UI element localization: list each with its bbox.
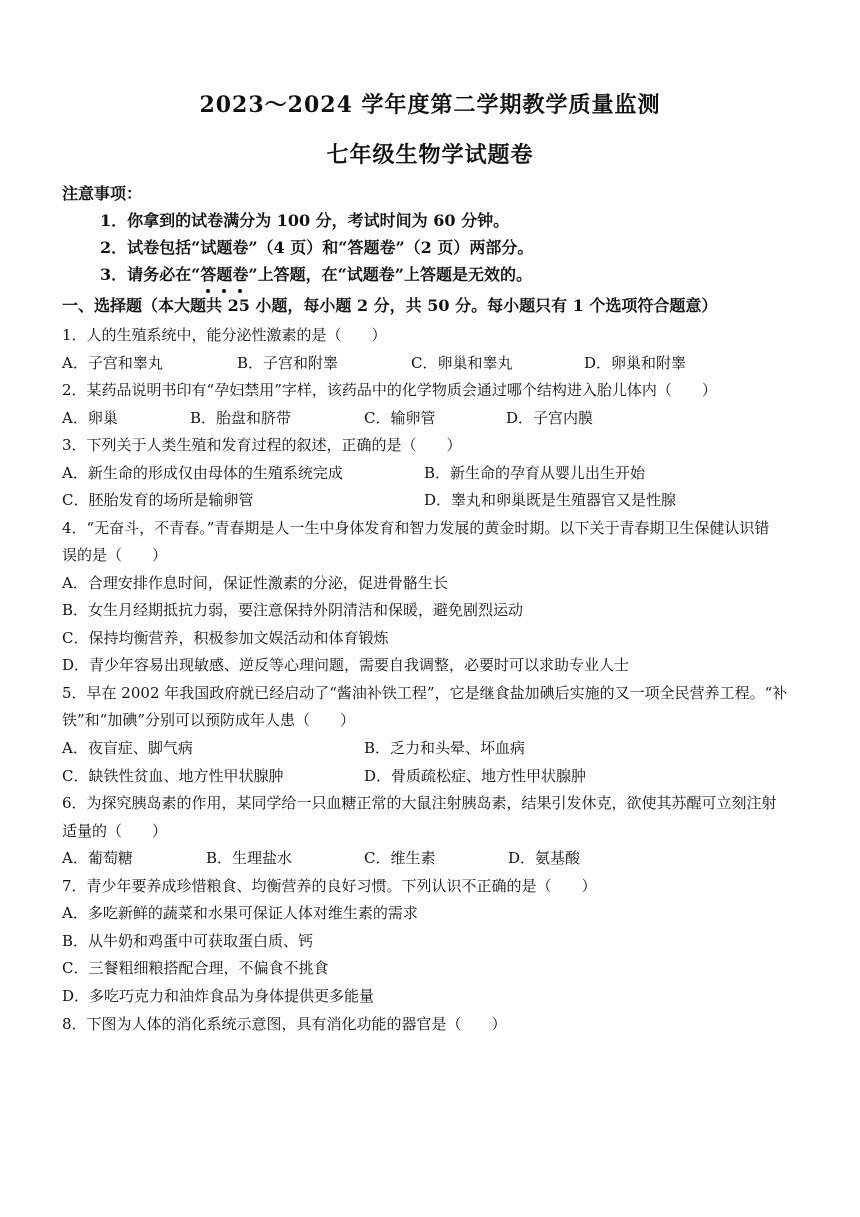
notice-label: 注意事项： [62, 184, 143, 203]
question-4-option-d: D．青少年容易出现敏感、逆反等心理问题，需要自我调整，必要时可以求助专业人士 [62, 656, 630, 674]
page-subtitle: 七年级生物学试题卷 [326, 142, 534, 168]
notice-item-1: 1．你拿到的试卷满分为 100 分，考试时间为 60 分钟。 [100, 211, 510, 230]
question-1-option-b: B．子宫和附睾 [237, 354, 339, 372]
notice-item-3-suffix: ”上答题，在“试题卷”上答题是无效的。 [248, 265, 532, 284]
question-2-option-a: A．卵巢 [62, 409, 118, 427]
notice-item-3-emphasis: 答题卷 [200, 265, 249, 284]
question-5-option-a: A．夜盲症、脚气病 [62, 739, 193, 757]
question-5-option-d: D．骨质疏松症、地方性甲状腺肿 [364, 767, 587, 785]
question-1-option-d: D．卵巢和附睾 [584, 354, 687, 372]
question-5-stem-cont: 铁”和“加碘”分别可以预防成年人患（ ） [62, 711, 356, 729]
question-4-option-c: C．保持均衡营养，积极参加文娱活动和体育锻炼 [62, 629, 389, 647]
question-4-stem-cont: 误的是（ ） [62, 546, 168, 564]
page-title: 2023～2024 学年度第二学期教学质量监测 [199, 92, 661, 118]
question-5-option-b: B．乏力和头晕、坏血病 [364, 739, 526, 757]
question-5-stem: 5．早在 2002 年我国政府就已经启动了“酱油补铁工程”，它是继食盐加碘后实施的又一项全民营养工程。“补 [62, 684, 788, 702]
notice-item-3 [100, 265, 532, 285]
question-3-option-d: D．睾丸和卵巢既是生殖器官又是性腺 [424, 491, 677, 509]
question-6-stem: 6．为探究胰岛素的作用，某同学给一只血糖正常的大鼠注射胰岛素，结果引发休克，欲使其苏醒可立刻注射 [62, 794, 777, 812]
question-7-option-b: B．从牛奶和鸡蛋中可获取蛋白质、钙 [62, 932, 314, 950]
question-4-option-b: B．女生月经期抵抗力弱，要注意保持外阴清洁和保暖，避免剧烈运动 [62, 601, 524, 619]
question-7-option-d: D．多吃巧克力和油炸食品为身体提供更多能量 [62, 987, 375, 1005]
emphasis-dot [206, 289, 210, 293]
question-2-option-b: B．胎盘和脐带 [190, 409, 292, 427]
notice-item-3-prefix: 3．请务必在“ [100, 265, 201, 284]
question-3-option-b: B．新生命的孕育从婴儿出生开始 [424, 464, 646, 482]
question-5-option-c: C．缺铁性贫血、地方性甲状腺肿 [62, 767, 284, 785]
question-7-option-a: A．多吃新鲜的蔬菜和水果可保证人体对维生素的需求 [62, 904, 418, 922]
question-3-stem: 3．下列关于人类生殖和发育过程的叙述，正确的是（ ） [62, 436, 462, 454]
question-4-option-a: A．合理安排作息时间，保证性激素的分泌，促进骨骼生长 [62, 574, 448, 592]
question-6-option-b: B．生理盐水 [206, 849, 293, 867]
question-2-stem: 2．某药品说明书印有“孕妇禁用”字样，该药品中的化学物质会通过哪个结构进入胎儿体内（ ） [62, 381, 717, 399]
question-6-stem-cont: 适量的（ ） [62, 822, 168, 840]
question-7-option-c: C．三餐粗细粮搭配合理，不偏食不挑食 [62, 959, 329, 977]
question-1-option-c: C．卵巢和睾丸 [411, 354, 513, 372]
question-7-stem: 7．青少年要养成珍惜粮食、均衡营养的良好习惯。下列认识不正确的是（ ） [62, 877, 597, 895]
question-8-stem: 8．下图为人体的消化系统示意图，具有消化功能的器官是（ ） [62, 1015, 507, 1033]
question-6-option-a: A．葡萄糖 [62, 849, 133, 867]
question-2-option-c: C．输卵管 [364, 409, 436, 427]
emphasis-dotted-text [200, 265, 248, 285]
question-3-option-a: A．新生命的形成仅由母体的生殖系统完成 [62, 464, 343, 482]
question-3-option-c: C．胚胎发育的场所是输卵管 [62, 491, 254, 509]
question-6-option-c: C．维生素 [364, 849, 436, 867]
emphasis-dot [222, 289, 226, 293]
notice-item-2: 2．试卷包括“试题卷”（4 页）和“答题卷”（2 页）两部分。 [100, 238, 534, 257]
question-4-stem: 4．“无奋斗，不青春。”青春期是人一生中身体发育和智力发展的黄金时期。以下关于青春期卫生保健认识错 [62, 519, 770, 537]
question-1-option-a: A．子宫和睾丸 [62, 354, 163, 372]
question-2-option-d: D．子宫内膜 [506, 409, 594, 427]
emphasis-dot [238, 289, 242, 293]
question-6-option-d: D．氨基酸 [508, 849, 581, 867]
question-1-stem: 1．人的生殖系统中，能分泌性激素的是（ ） [62, 326, 387, 344]
section-heading: 一、选择题（本大题共 25 小题，每小题 2 分，共 50 分。每小题只有 1 个选项符合题意） [62, 296, 718, 315]
